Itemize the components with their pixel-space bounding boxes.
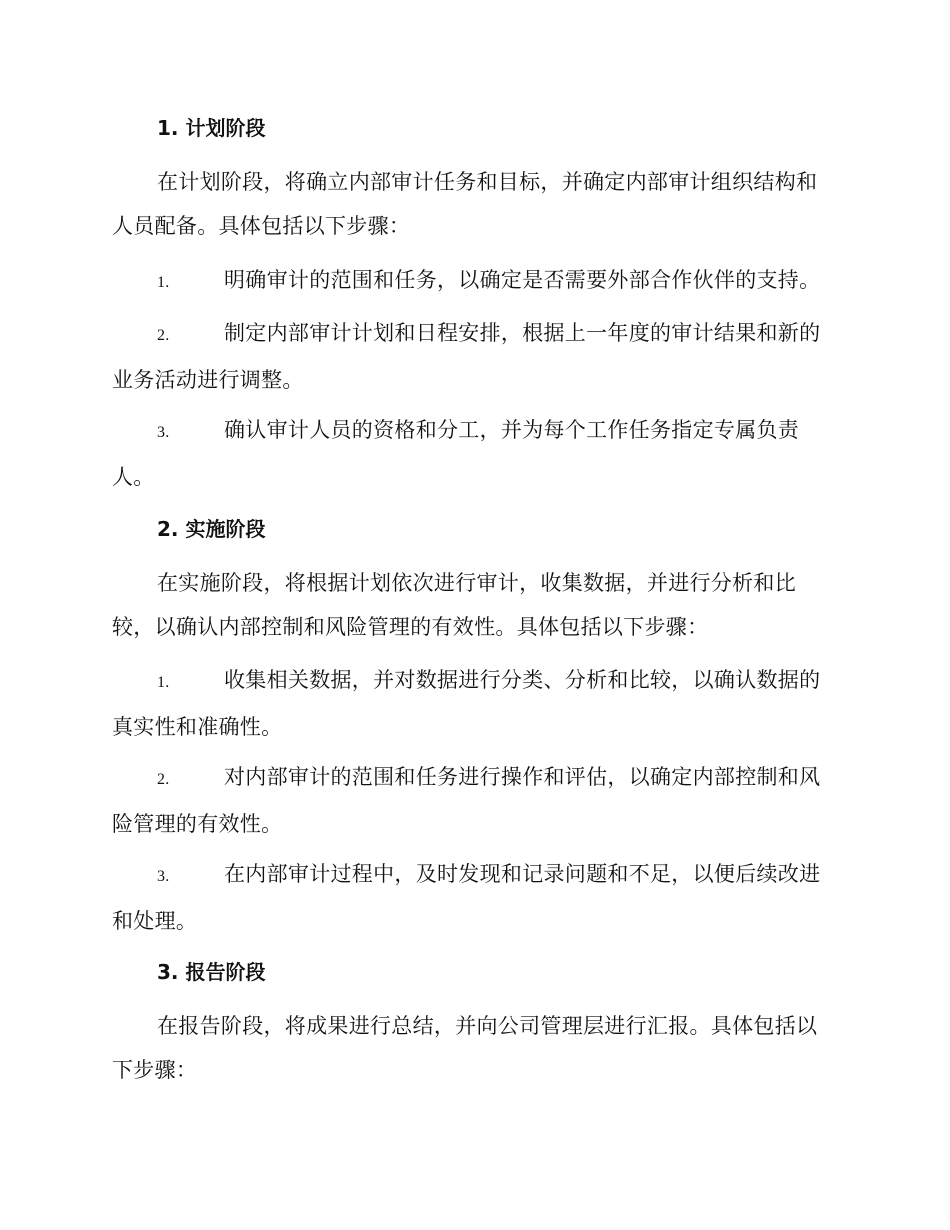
step-number: 3. — [157, 424, 170, 441]
step-text: 制定内部审计计划和日程安排，根据上一年度的审计结果和新的业务活动进行调整。 — [112, 321, 821, 392]
step-number: 1. — [157, 674, 170, 691]
section-heading: 2. 实施阶段 — [157, 517, 266, 541]
step-text: 对内部审计的范围和任务进行操作和评估，以确定内部控制和风险管理的有效性。 — [112, 765, 821, 836]
step-text: 收集相关数据，并对数据进行分类、分析和比较，以确认数据的真实性和准确性。 — [112, 668, 821, 739]
step-number: 2. — [157, 327, 170, 344]
step-number: 3. — [157, 868, 170, 885]
step-text: 在内部审计过程中，及时发现和记录问题和不足，以便后续改进和处理。 — [112, 862, 821, 933]
step-item — [112, 852, 834, 943]
step-item — [112, 755, 834, 846]
step-item — [112, 258, 834, 305]
step-text: 确认审计人员的资格和分工，并为每个工作任务指定专属负责人。 — [112, 418, 800, 489]
section-heading: 3. 报告阶段 — [157, 960, 266, 984]
section-intro: 在实施阶段，将根据计划依次进行审计，收集数据，并进行分析和比较，以确认内部控制和风险管理的有效性。具体包括以下步骤： — [112, 571, 796, 639]
step-text: 明确审计的范围和任务，以确定是否需要外部合作伙伴的支持。 — [224, 268, 821, 292]
step-item — [112, 311, 834, 402]
step-item — [112, 408, 834, 499]
step-item — [112, 658, 834, 749]
section-intro: 在报告阶段，将成果进行总结，并向公司管理层进行汇报。具体包括以下步骤： — [112, 1014, 818, 1082]
step-number: 2. — [157, 771, 170, 788]
section-heading: 1. 计划阶段 — [157, 116, 266, 140]
step-number: 1. — [157, 274, 170, 291]
section-intro: 在计划阶段，将确立内部审计任务和目标，并确定内部审计组织结构和人员配备。具体包括以下步骤： — [112, 170, 818, 238]
